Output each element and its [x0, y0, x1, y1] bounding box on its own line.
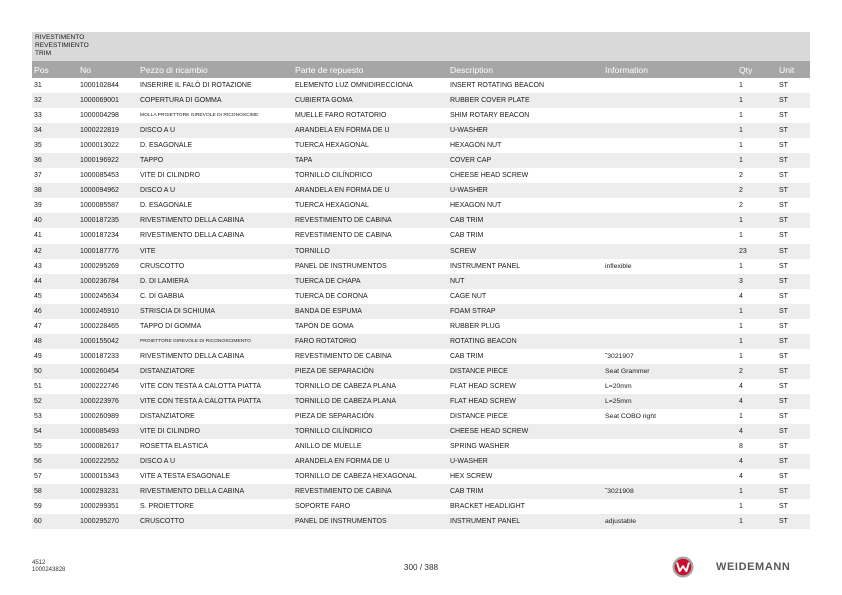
cell-spanish: TAPÓN DE GOMA — [295, 322, 354, 330]
cell-qty: 1 — [739, 82, 743, 90]
cell-spanish: REVESTIMIENTO DE CABINA — [295, 232, 392, 240]
cell-italian: D. ESAGONALE — [140, 202, 193, 210]
cell-description: ROTATING BEACON — [450, 337, 517, 345]
table-row — [32, 424, 810, 439]
cell-pos: 53 — [34, 413, 42, 421]
table-row — [32, 78, 810, 93]
cell-information — [603, 93, 737, 108]
cell-qty: 4 — [739, 398, 743, 405]
cell-italian: COPERTURA DI GOMMA — [140, 97, 222, 105]
cell-spanish: ELEMENTO LUZ OMNIDIRECCIONA — [295, 82, 413, 90]
cell-unit: ST — [779, 97, 788, 105]
parts-table-body — [32, 78, 810, 529]
header-italian: Pezzo di ricambio — [140, 64, 208, 75]
cell-description: FLAT HEAD SCREW — [450, 382, 516, 390]
cell-part-number: 1000295270 — [80, 518, 119, 526]
cell-italian: DISCO A U — [140, 187, 176, 195]
cell-information — [603, 469, 737, 484]
header-information: Information — [605, 64, 648, 75]
table-row — [32, 108, 810, 123]
cell-pos: 32 — [34, 97, 42, 105]
cell-description: CAB TRIM — [450, 352, 484, 360]
cell-information — [603, 334, 737, 349]
cell-unit: ST — [779, 367, 788, 375]
cell-spanish: REVESTIMIENTO DE CABINA — [295, 352, 392, 360]
cell-part-number: 1000236784 — [80, 277, 119, 285]
cell-description: FOAM STRAP — [450, 307, 496, 315]
cell-spanish: SOPORTE FARO — [295, 503, 351, 511]
cell-description: FLAT HEAD SCREW — [450, 398, 516, 405]
cell-spanish: PANEL DE INSTRUMENTOS — [295, 262, 387, 270]
cell-unit: ST — [779, 322, 788, 330]
cell-part-number: 1000085493 — [80, 428, 119, 436]
cell-part-number: 1000013022 — [80, 142, 119, 150]
header-pos: Pos — [34, 64, 49, 75]
cell-information — [603, 319, 737, 334]
cell-italian: VITE DI CILINDRO — [140, 428, 200, 436]
cell-pos: 45 — [34, 292, 42, 300]
cell-unit: ST — [779, 127, 788, 135]
cell-qty: 4 — [739, 428, 743, 436]
cell-unit: ST — [779, 142, 788, 150]
cell-italian: CRUSCOTTO — [140, 262, 185, 270]
cell-pos: 51 — [34, 382, 42, 390]
table-row — [32, 123, 810, 138]
cell-description: SCREW — [450, 247, 477, 255]
cell-italian: VITE DI CILINDRO — [140, 172, 200, 180]
cell-qty: 8 — [739, 443, 743, 451]
cell-pos: 38 — [34, 187, 42, 195]
cell-information — [603, 499, 737, 514]
cell-information — [603, 213, 737, 228]
cell-unit: ST — [779, 292, 788, 300]
cell-information — [603, 424, 737, 439]
cell-qty: 1 — [739, 232, 743, 240]
cell-part-number: 1000222819 — [80, 127, 119, 135]
cell-information — [603, 228, 737, 243]
table-row — [32, 349, 810, 364]
cell-part-number: 1000222746 — [80, 382, 119, 390]
cell-description: DISTANCE PIECE — [450, 413, 508, 421]
cell-pos: 39 — [34, 202, 42, 210]
cell-pos: 31 — [34, 82, 42, 90]
cell-information — [603, 153, 737, 168]
cell-spanish: PIEZA DE SEPARACIÓN — [295, 413, 374, 421]
table-header-row — [32, 61, 810, 78]
cell-information: Seat COBO right — [605, 413, 656, 421]
table-row — [32, 183, 810, 198]
table-row — [32, 198, 810, 213]
cell-qty: 3 — [739, 277, 743, 285]
header-spanish: Parte de repuesto — [295, 64, 364, 75]
cell-part-number: 1000260989 — [80, 413, 119, 421]
table-row — [32, 364, 810, 379]
cell-spanish: TORNILLO CILÍNDRICO — [295, 428, 373, 436]
cell-description: CHEESE HEAD SCREW — [450, 172, 529, 180]
cell-part-number: 1000196922 — [80, 157, 119, 165]
cell-part-number: 1000085587 — [80, 202, 119, 210]
cell-description: SPRING WASHER — [450, 443, 510, 451]
cell-spanish: TUERCA DE CORONA — [295, 292, 368, 300]
table-row — [32, 244, 810, 259]
cell-italian: VITE A TESTA ESAGONALE — [140, 473, 230, 481]
cell-unit: ST — [779, 112, 788, 120]
cell-pos: 52 — [34, 398, 42, 405]
cell-description: HEXAGON NUT — [450, 142, 502, 150]
cell-information: adjustable — [605, 518, 636, 526]
parts-table — [32, 61, 810, 529]
cell-unit: ST — [779, 398, 788, 405]
cell-qty: 4 — [739, 473, 743, 481]
cell-information — [603, 289, 737, 304]
parts-list-sheet — [32, 32, 810, 529]
table-row — [32, 484, 810, 499]
cell-pos: 41 — [34, 232, 42, 240]
cell-spanish: ARANDELA EN FORMA DE U — [295, 458, 390, 466]
cell-italian: ROSETTA ELASTICA — [140, 443, 208, 451]
doc-number: 1000243828 — [32, 567, 66, 573]
cell-unit: ST — [779, 202, 788, 210]
cell-italian: PROIETTORE GIREVOLE DI RICONOSCIMENTO — [140, 338, 251, 344]
cell-italian: VITE CON TESTA A CALOTTA PIATTA — [140, 382, 262, 390]
cell-part-number: 1000004298 — [80, 112, 119, 120]
cell-italian: RIVESTIMENTO DELLA CABINA — [140, 352, 245, 360]
cell-qty: 1 — [739, 413, 743, 421]
cell-spanish: TUERCA HEXAGONAL — [295, 142, 369, 150]
table-row — [32, 439, 810, 454]
cell-qty: 1 — [739, 518, 743, 526]
table-row — [32, 514, 810, 529]
table-row — [32, 228, 810, 243]
cell-description: DISTANCE PIECE — [450, 367, 508, 375]
cell-part-number: 1000015343 — [80, 473, 119, 481]
cell-qty: 1 — [739, 217, 743, 225]
cell-pos: 59 — [34, 503, 42, 511]
cell-qty: 2 — [739, 172, 743, 180]
cell-description: HEXAGON NUT — [450, 202, 502, 210]
table-row — [32, 138, 810, 153]
cell-pos: 54 — [34, 428, 42, 436]
cell-pos: 36 — [34, 157, 42, 165]
cell-information — [603, 198, 737, 213]
cell-qty: 2 — [739, 367, 743, 375]
cell-spanish: REVESTIMIENTO DE CABINA — [295, 488, 392, 496]
cell-pos: 48 — [34, 337, 42, 345]
cell-qty: 2 — [739, 187, 743, 195]
cell-information — [603, 244, 737, 259]
table-row — [32, 168, 810, 183]
table-row — [32, 153, 810, 168]
cell-unit: ST — [779, 428, 788, 436]
cell-description: U-WASHER — [450, 127, 488, 135]
cell-unit: ST — [779, 458, 788, 466]
cell-information — [603, 123, 737, 138]
cell-qty: 1 — [739, 112, 743, 120]
cell-pos: 40 — [34, 217, 42, 225]
cell-qty: 4 — [739, 458, 743, 466]
cell-information — [603, 274, 737, 289]
cell-spanish: TORNILLO CILÍNDRICO — [295, 172, 373, 180]
cell-information: inflexible — [605, 262, 632, 270]
cell-unit: ST — [779, 473, 788, 481]
cell-qty: 1 — [739, 322, 743, 330]
cell-pos: 60 — [34, 518, 42, 526]
cell-italian: C. DI GABBIA — [140, 292, 184, 300]
cell-pos: 35 — [34, 142, 42, 150]
cell-italian: MOLLA PROIETTORE GIREVOLE DI RICONOSCIME — [140, 113, 259, 119]
cell-italian: RIVESTIMENTO DELLA CABINA — [140, 232, 245, 240]
cell-part-number: 1000069001 — [80, 97, 119, 105]
cell-pos: 50 — [34, 367, 42, 375]
cell-part-number: 1000102844 — [80, 82, 119, 90]
cell-unit: ST — [779, 217, 788, 225]
cell-italian: RIVESTIMENTO DELLA CABINA — [140, 217, 245, 225]
cell-italian: DISTANZIATORE — [140, 413, 195, 421]
cell-unit: ST — [779, 337, 788, 345]
table-row — [32, 319, 810, 334]
cell-spanish: TUERCA DE CHAPA — [295, 277, 361, 285]
cell-description: INSERT ROTATING BEACON — [450, 82, 544, 90]
cell-spanish: REVESTIMIENTO DE CABINA — [295, 217, 392, 225]
cell-description: CAGE NUT — [450, 292, 487, 300]
table-row — [32, 379, 810, 394]
cell-description: CAB TRIM — [450, 217, 484, 225]
cell-italian: TAPPO DI GOMMA — [140, 322, 202, 330]
cell-qty: 1 — [739, 157, 743, 165]
cell-description: SHIM ROTARY BEACON — [450, 112, 530, 120]
cell-unit: ST — [779, 518, 788, 526]
cell-information: L=20mm — [605, 382, 632, 390]
section-title-it: RIVESTIMENTO — [35, 34, 85, 41]
cell-information — [603, 183, 737, 198]
weidemann-w-logo-icon — [672, 556, 694, 578]
cell-spanish: TORNILLO — [295, 247, 330, 255]
cell-qty: 4 — [739, 382, 743, 390]
cell-information — [603, 168, 737, 183]
cell-part-number: 1000223976 — [80, 398, 119, 405]
cell-information: ˜3021907 — [605, 352, 634, 360]
cell-information — [603, 439, 737, 454]
cell-qty: 1 — [739, 262, 743, 270]
cell-information: L=25mm — [605, 398, 632, 405]
cell-italian: RIVESTIMENTO DELLA CABINA — [140, 488, 245, 496]
cell-unit: ST — [779, 307, 788, 315]
cell-part-number: 1000299351 — [80, 503, 119, 511]
cell-spanish: PANEL DE INSTRUMENTOS — [295, 518, 387, 526]
cell-part-number: 1000085453 — [80, 172, 119, 180]
cell-part-number: 1000245910 — [80, 307, 119, 315]
cell-pos: 46 — [34, 307, 42, 315]
cell-spanish: ARANDELA EN FORMA DE U — [295, 187, 390, 195]
cell-part-number: 1000094962 — [80, 187, 119, 195]
cell-information — [603, 304, 737, 319]
cell-spanish: TAPA — [295, 157, 313, 165]
cell-unit: ST — [779, 172, 788, 180]
cell-spanish: MUELLE FARO ROTATORIO — [295, 112, 387, 120]
cell-description: NUT — [450, 277, 465, 285]
section-title-block — [32, 32, 810, 61]
cell-italian: CRUSCOTTO — [140, 518, 185, 526]
cell-qty: 1 — [739, 488, 743, 496]
cell-unit: ST — [779, 277, 788, 285]
cell-italian: TAPPO — [140, 157, 164, 165]
cell-part-number: 1000228465 — [80, 322, 119, 330]
table-row — [32, 499, 810, 514]
cell-qty: 1 — [739, 127, 743, 135]
cell-qty: 1 — [739, 142, 743, 150]
cell-description: CHEESE HEAD SCREW — [450, 428, 529, 436]
cell-part-number: 1000082617 — [80, 443, 119, 451]
cell-italian: INSERIRE IL FALÒ DI ROTAZIONE — [140, 82, 252, 90]
cell-part-number: 1000222552 — [80, 458, 119, 466]
cell-qty: 23 — [739, 247, 747, 255]
cell-italian: STRISCIA DI SCHIUMA — [140, 307, 216, 315]
cell-italian: DISTANZIATORE — [140, 367, 195, 375]
cell-unit: ST — [779, 443, 788, 451]
cell-spanish: TUERCA HEXAGONAL — [295, 202, 369, 210]
cell-unit: ST — [779, 157, 788, 165]
cell-information: ˜3021908 — [605, 488, 634, 496]
cell-spanish: CUBIERTA GOMA — [295, 97, 353, 105]
cell-spanish: TORNILLO DE CABEZA HEXAGONAL — [295, 473, 417, 481]
brand-block — [672, 556, 790, 578]
cell-part-number: 1000155042 — [80, 337, 119, 345]
cell-pos: 56 — [34, 458, 42, 466]
cell-information — [603, 78, 737, 93]
cell-unit: ST — [779, 352, 788, 360]
cell-italian: VITE CON TESTA A CALOTTA PIATTA — [140, 398, 262, 405]
cell-part-number: 1000293231 — [80, 488, 119, 496]
cell-pos: 33 — [34, 112, 42, 120]
cell-pos: 37 — [34, 172, 42, 180]
cell-unit: ST — [779, 187, 788, 195]
table-row — [32, 304, 810, 319]
cell-pos: 43 — [34, 262, 42, 270]
cell-part-number: 1000295269 — [80, 262, 119, 270]
cell-unit: ST — [779, 232, 788, 240]
page-number: 300 / 388 — [403, 563, 439, 572]
cell-part-number: 1000187234 — [80, 232, 119, 240]
table-row — [32, 259, 810, 274]
cell-spanish: ARANDELA EN FORMA DE U — [295, 127, 390, 135]
table-row — [32, 394, 810, 409]
cell-part-number: 1000260454 — [80, 367, 119, 375]
cell-italian: DISCO A U — [140, 458, 176, 466]
cell-part-number: 1000245634 — [80, 292, 119, 300]
cell-description: CAB TRIM — [450, 232, 484, 240]
table-row — [32, 289, 810, 304]
cell-italian: VITE — [140, 247, 156, 255]
cell-qty: 4 — [739, 292, 743, 300]
cell-pos: 55 — [34, 443, 42, 451]
table-row — [32, 454, 810, 469]
cell-pos: 44 — [34, 277, 42, 285]
section-title-en: TRIM — [35, 49, 52, 57]
cell-description: U-WASHER — [450, 187, 488, 195]
cell-italian: S. PROIETTORE — [140, 503, 194, 511]
cell-unit: ST — [779, 247, 788, 255]
cell-unit: ST — [779, 503, 788, 511]
cell-unit: ST — [779, 413, 788, 421]
cell-description: INSTRUMENT PANEL — [450, 518, 521, 526]
cell-part-number: 1000187233 — [80, 352, 119, 360]
cell-description: U-WASHER — [450, 458, 488, 466]
cell-qty: 2 — [739, 202, 743, 210]
cell-description: COVER CAP — [450, 157, 492, 165]
cell-pos: 49 — [34, 352, 42, 360]
cell-pos: 47 — [34, 322, 42, 330]
cell-description: CAB TRIM — [450, 488, 484, 496]
cell-italian: D. ESAGONALE — [140, 142, 193, 150]
header-description: Description — [450, 64, 493, 75]
cell-qty: 1 — [739, 307, 743, 315]
cell-information: Seat Grammer — [605, 367, 650, 375]
brand-name: WEIDEMANN — [716, 561, 791, 573]
table-row — [32, 93, 810, 108]
doc-code: 4512 — [32, 560, 46, 566]
cell-spanish: TORNILLO DE CABEZA PLANA — [295, 382, 397, 390]
header-unit: Unit — [779, 64, 795, 75]
cell-pos: 58 — [34, 488, 42, 496]
table-row — [32, 334, 810, 349]
cell-italian: D. DI LAMIERA — [140, 277, 189, 285]
cell-italian: DISCO A U — [140, 127, 176, 135]
cell-description: RUBBER PLUG — [450, 322, 501, 330]
section-title-es: REVESTIMIENTO — [35, 41, 89, 49]
cell-unit: ST — [779, 382, 788, 390]
cell-spanish: BANDA DE ESPUMA — [295, 307, 362, 315]
header-qty: Qty — [739, 64, 753, 75]
cell-spanish: PIEZA DE SEPARACIÓN — [295, 367, 374, 375]
cell-description: HEX SCREW — [450, 473, 493, 481]
cell-pos: 34 — [34, 127, 42, 135]
cell-information — [603, 454, 737, 469]
cell-qty: 1 — [739, 503, 743, 511]
cell-unit: ST — [779, 262, 788, 270]
cell-pos: 42 — [34, 247, 42, 255]
cell-information — [603, 108, 737, 123]
cell-spanish: TORNILLO DE CABEZA PLANA — [295, 398, 397, 405]
cell-description: RUBBER COVER PLATE — [450, 97, 530, 105]
table-row — [32, 274, 810, 289]
cell-description: BRACKET HEADLIGHT — [450, 503, 525, 511]
header-no: No — [80, 64, 91, 75]
cell-qty: 1 — [739, 337, 743, 345]
cell-unit: ST — [779, 488, 788, 496]
cell-spanish: ANILLO DE MUELLE — [295, 443, 362, 451]
cell-unit: ST — [779, 82, 788, 90]
cell-description: INSTRUMENT PANEL — [450, 262, 521, 270]
table-row — [32, 469, 810, 484]
cell-part-number: 1000187235 — [80, 217, 119, 225]
cell-information — [603, 138, 737, 153]
cell-qty: 1 — [739, 97, 743, 105]
cell-pos: 57 — [34, 473, 42, 481]
cell-spanish: FARO ROTATORIO — [295, 337, 357, 345]
table-row — [32, 409, 810, 424]
cell-part-number: 1000187776 — [80, 247, 119, 255]
table-row — [32, 213, 810, 228]
cell-qty: 1 — [739, 352, 743, 360]
